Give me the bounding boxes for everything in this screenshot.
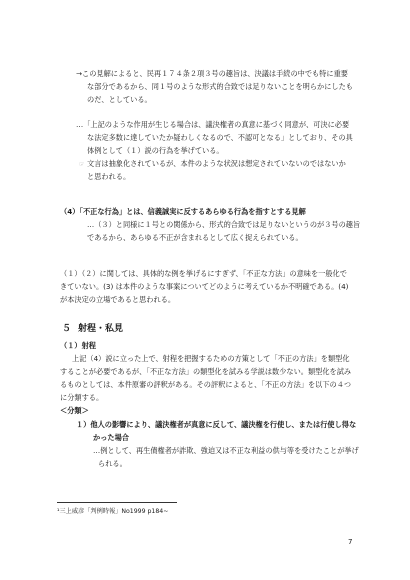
page-number: 7	[348, 538, 353, 546]
para-1-line-2: な部分であるから、同１号のような形式的合致では足りないことを明らかにしたも	[87, 82, 353, 91]
item-1-desc-line-1: …例として、再生債権者が詐欺、強迫又は不正な利益の供与等を受けたことが挙げ	[93, 446, 359, 455]
subheading-scope: （１）射程	[60, 341, 96, 350]
para-2-line-2: な法定多数に達していたか疑わしくなるので、不認可となる」としており、その具	[87, 133, 353, 142]
para-6-line-2: することが必要であるが、「不正な方法」の類型化を試みる学説は数少ない。類型化を試み	[60, 367, 352, 376]
pointing-hand-icon: ☞	[79, 161, 85, 168]
para-1-line-3: のだ、としている。	[87, 95, 152, 104]
para-6-line-3: るものとしては、本件原審の評釈がある。その評釈によると、「不正の方法」を以下の４つ	[60, 380, 352, 389]
para-5-line-3: が本決定の立場であると思われる。	[60, 295, 176, 304]
para-2-line-3: 体例として（１）説の行為を挙げている。	[87, 146, 224, 155]
section-title: 射程・私見	[78, 324, 124, 334]
para-4-line-1: …（３）と同様に１号との関係から、形式的合致では足りないというのが３号の趣旨	[87, 220, 361, 229]
classification-label: ＜分類＞	[60, 406, 89, 415]
para-2-line-1: …「上記のような作用が生じる場合は、議決権者の真意に基づく同意が、可決に必要	[76, 120, 350, 129]
note-line-1: 文言は抽象化されているが、本件のような状況は想定されていないのではないか	[87, 159, 346, 168]
footnote: ¹三上威彦「判例時報」No1999 p184~	[57, 508, 169, 515]
item-1-desc-line-2: られる。	[98, 459, 127, 468]
item-1-line-1: １）他人の影響により、議決権者が真意に反して、議決権を行使し、または行使し得な	[76, 420, 357, 429]
para-5-line-1: （１）（２）に関しては、具体的な例を挙げるにすぎず、「不正な方法」の意味を一般化で	[60, 269, 347, 278]
item-1-line-2: かった場合	[93, 433, 129, 442]
footnote-divider	[57, 502, 177, 503]
para-4-line-2: であるから、あらゆる不正が含まれるとして広く捉えられている。	[87, 233, 303, 242]
para-5-line-2: きていない。(3) は本件のような事案についてどのように考えているか不明確である。(4)	[60, 282, 349, 291]
para-6-line-4: に分類する。	[60, 393, 104, 402]
heading-view-4: （4）「不正な行為」とは、信義誠実に反するあらゆる行為を指すとする見解	[60, 207, 306, 216]
para-6-line-1: 上記（4）説に立った上で、射程を把握するための方策として「不正の方法」を類型化	[72, 354, 350, 363]
section-number: ５	[62, 324, 72, 334]
para-1-line-1: →この見解によると、民再１７４条２項３号の趣旨は、決議は手続の中でも特に重要	[76, 69, 348, 78]
section-5-heading	[62, 323, 123, 335]
note-line-2: と思われる。	[87, 172, 131, 181]
